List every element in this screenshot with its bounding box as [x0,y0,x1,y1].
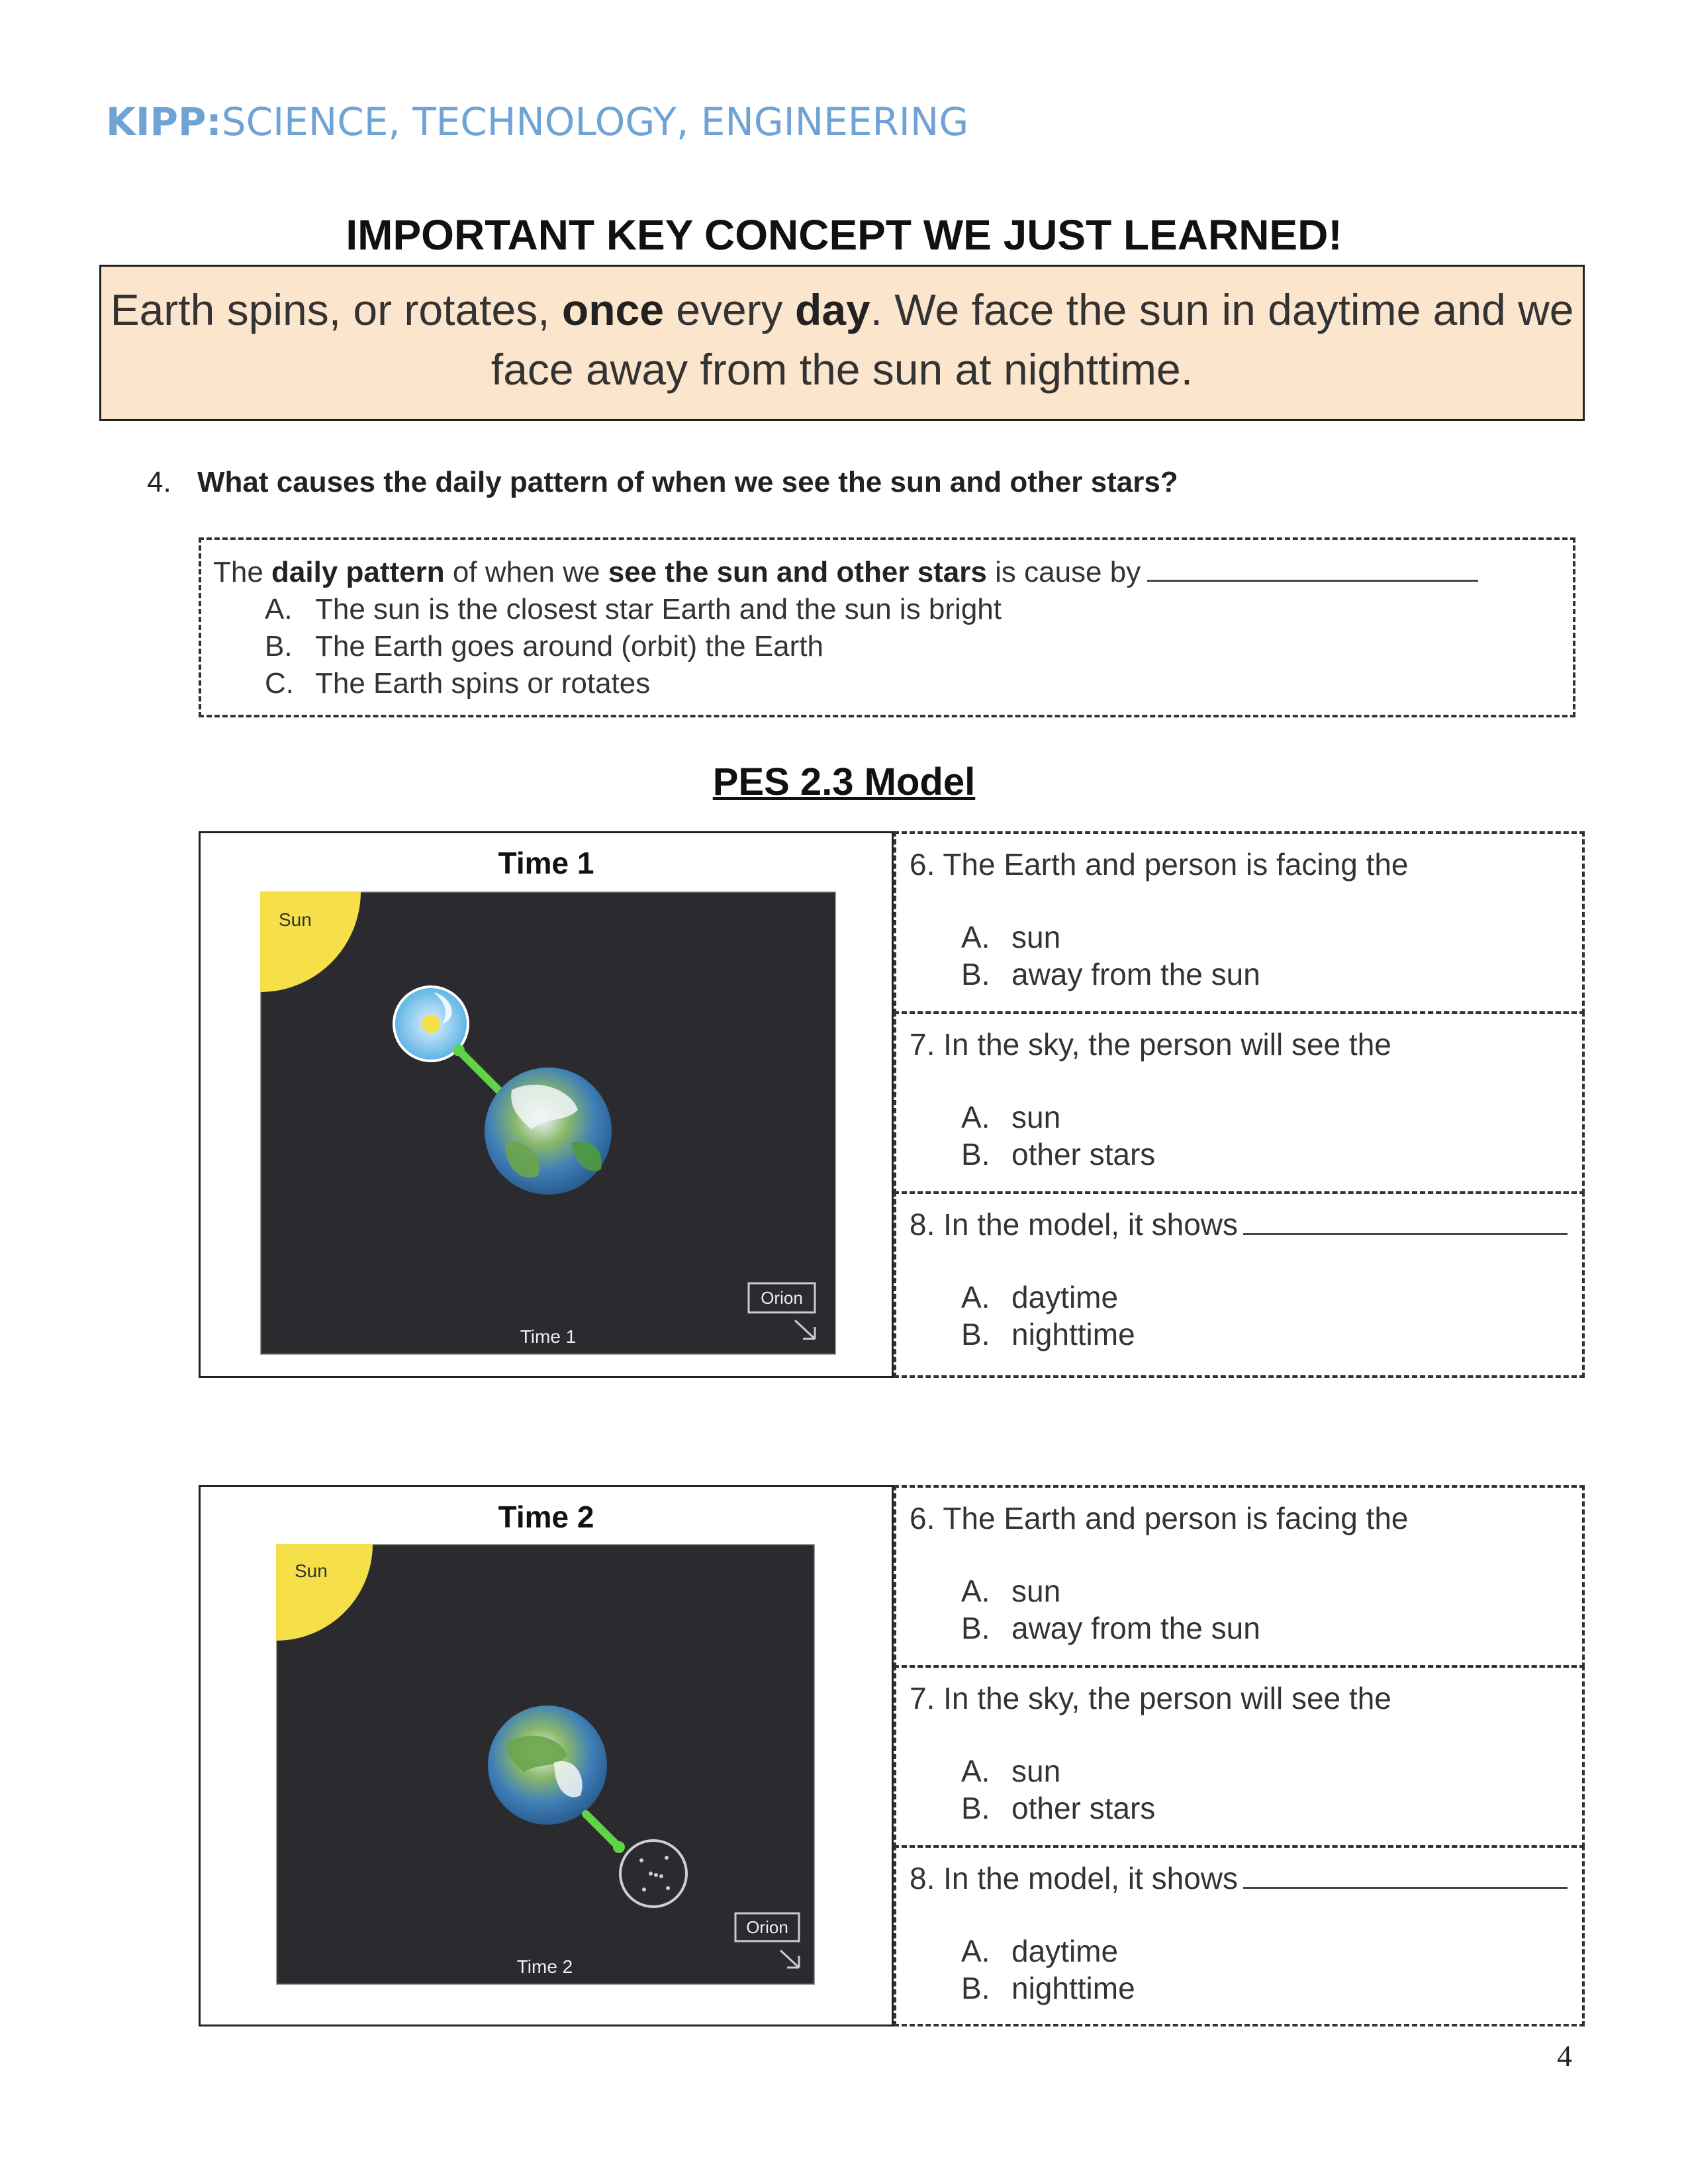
option-text: daytime [1011,1280,1119,1314]
option-letter: A. [961,1100,990,1134]
option-text: nighttime [1011,1971,1135,2005]
sun-label: Sun [279,909,312,930]
option-letter: A. [961,1934,990,1968]
question-7-cell [894,1011,1585,1194]
option-text: daytime [1011,1934,1119,1968]
question-stem: 7. In the sky, the person will see the [910,1027,1391,1062]
option-text: sun [1011,1100,1061,1134]
option-b[interactable] [961,1970,1582,2007]
key-concept-text: Earth spins, or rotates, [110,285,562,334]
option-letter: A. [961,1574,990,1608]
key-concept-box [99,265,1585,421]
question-4-answer-box [199,537,1575,717]
section-title: PES 2.3 Model [712,760,976,803]
question-stem: 6. The Earth and person is facing the [910,1501,1409,1535]
option-letter: B. [961,1791,990,1825]
question-8-cell [894,1845,1585,2026]
question-stem-text: 8. In the model, it shows [910,1207,1239,1242]
brand-subtitle: SCIENCE, TECHNOLOGY, ENGINEERING [221,99,969,144]
option-text: sun [1011,920,1061,954]
model-time-label: Time 2 [498,1500,594,1534]
option-letter: B. [961,1137,990,1171]
answer-blank[interactable] [1243,1206,1568,1235]
question-options [910,919,1582,993]
question-stem-text: 8. In the model, it shows [910,1861,1239,1895]
question-number: 4. [147,466,171,498]
model-image-time-1 [260,891,836,1355]
option-b[interactable] [961,1316,1582,1353]
key-concept-text: . We face the sun in daytime and we face away from the sun at nighttime. [491,285,1574,394]
question-8-cell [894,1191,1585,1378]
header-logo [106,99,968,144]
question-options [910,1279,1582,1353]
option-a[interactable] [961,1752,1582,1790]
option-a[interactable] [961,1279,1582,1316]
image-caption: Time 1 [520,1326,577,1347]
option-text: away from the sun [1011,957,1260,991]
answer-blank[interactable] [1243,1860,1568,1889]
option-b[interactable] [961,1610,1582,1647]
question-4 [147,466,1178,499]
key-concept-title: IMPORTANT KEY CONCEPT WE JUST LEARNED! [346,211,1342,259]
orion-label: Orion [746,1917,788,1937]
page-number: 4 [1557,2039,1572,2073]
option-text: The Earth goes around (orbit) the Earth [315,630,823,662]
question-options [910,1933,1582,2007]
option-letter: C. [265,667,294,700]
brand-mark: : [206,99,222,144]
option-b[interactable] [961,956,1582,993]
option-letter: A. [961,1754,990,1788]
option-text: The sun is the closest star Earth and the sun is bright [315,593,1002,625]
sun-label: Sun [295,1561,328,1581]
option-text: other stars [1011,1791,1156,1825]
option-letter: A. [961,1280,990,1314]
option-text: sun [1011,1574,1061,1608]
question-6-cell [894,1485,1585,1668]
question-text: What causes the daily pattern of when we see the sun and other stars? [197,466,1178,498]
prompt-text: of when we [444,556,608,588]
question-stem [910,1860,1582,1897]
sky-sun-icon [422,1015,440,1033]
person-head-icon [613,1841,625,1853]
key-concept-bold: day [795,285,870,334]
question-options [910,1572,1582,1647]
model-time-label: Time 1 [498,846,594,880]
person-head-icon [453,1044,465,1056]
question-stem [910,1206,1582,1243]
option-a[interactable] [961,1933,1582,1970]
question-stem: 7. In the sky, the person will see the [910,1681,1391,1715]
option-b[interactable] [265,628,1573,665]
key-concept-bold: once [561,285,664,334]
option-a[interactable] [961,1572,1582,1610]
question-options [910,1752,1582,1827]
question-options [910,1099,1582,1173]
question-7-cell [894,1665,1585,1848]
prompt-text: The [213,556,272,588]
option-text: away from the sun [1011,1611,1260,1645]
option-b[interactable] [961,1136,1582,1173]
earth-icon [488,1706,607,1825]
option-letter: B. [961,1611,990,1645]
prompt-bold: daily pattern [271,556,445,588]
option-letter: A. [265,593,293,625]
option-a[interactable] [961,919,1582,956]
answer-blank[interactable] [1147,553,1478,582]
option-text: other stars [1011,1137,1156,1171]
option-c[interactable] [265,665,1573,702]
question-4-options [213,591,1573,702]
option-text: nighttime [1011,1317,1135,1351]
option-text: sun [1011,1754,1061,1788]
option-letter: B. [961,1971,990,2005]
brand-name: KIPP [106,99,207,144]
option-letter: B. [265,630,293,662]
prompt-text: is cause by [986,556,1141,588]
question-6-cell [894,831,1585,1014]
question-stem: 6. The Earth and person is facing the [910,847,1409,882]
option-text: The Earth spins or rotates [315,667,651,700]
orion-label: Orion [761,1288,803,1308]
option-a[interactable] [265,591,1573,628]
question-4-prompt [213,553,1573,591]
option-letter: B. [961,1317,990,1351]
model-time-2 [199,1485,894,2026]
option-a[interactable] [961,1099,1582,1136]
prompt-bold: see the sun and other stars [608,556,987,588]
model-time-1 [199,831,894,1378]
key-concept-text: every [663,285,795,334]
option-letter: A. [961,920,990,954]
model-image-time-2 [276,1544,815,1985]
option-letter: B. [961,957,990,991]
option-b[interactable] [961,1790,1582,1827]
image-caption: Time 2 [516,1956,573,1977]
